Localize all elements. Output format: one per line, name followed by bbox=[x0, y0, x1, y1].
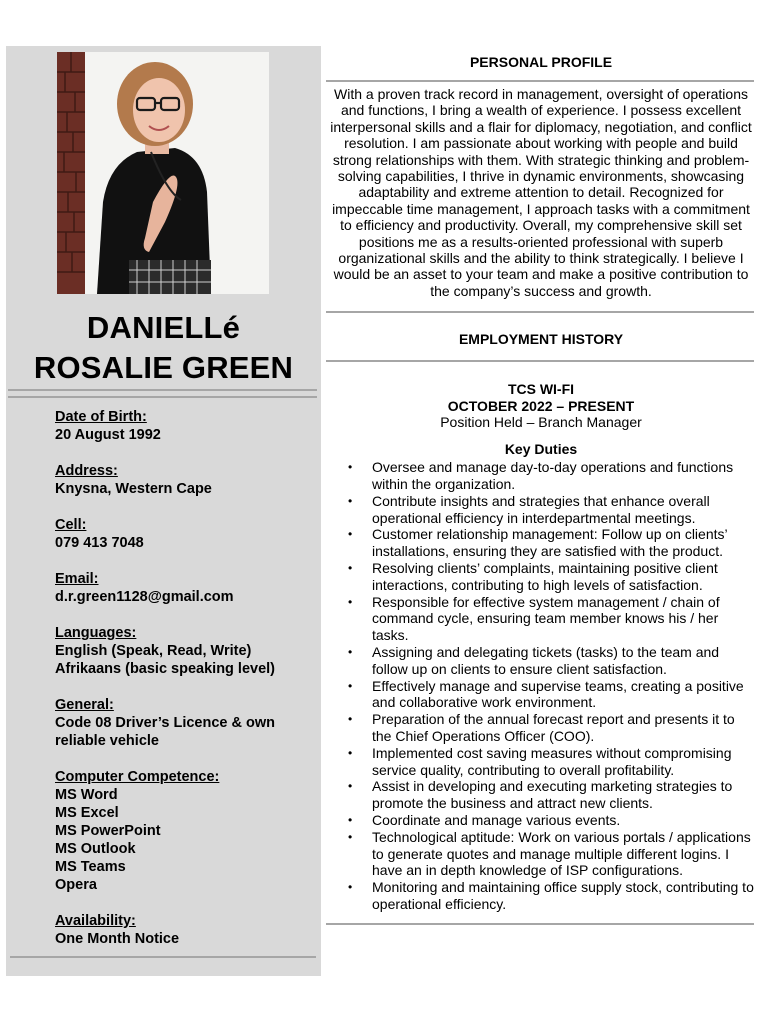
duty-item: • Oversee and manage day-to-day operations and functions within the organization. bbox=[326, 459, 756, 493]
job-company: TCS WI-FI bbox=[507, 381, 575, 398]
personal-details bbox=[55, 408, 315, 966]
field-computer-competence bbox=[55, 768, 315, 894]
field-label: General: bbox=[55, 697, 114, 713]
candidate-name bbox=[6, 308, 321, 388]
profile-photo bbox=[57, 52, 269, 294]
field-value: Code 08 Driver’s Licence & own reliable vehicle bbox=[55, 715, 275, 749]
field-value: 20 August 1992 bbox=[55, 427, 161, 443]
employment-heading: EMPLOYMENT HISTORY bbox=[458, 331, 624, 348]
field-availability bbox=[55, 912, 315, 948]
duty-item: • Implemented cost saving measures without compromising service quality, contributing to overall profitability. bbox=[326, 745, 756, 779]
field-value: MS PowerPoint bbox=[55, 823, 161, 839]
duty-item: • Customer relationship management: Follow up on clients’ installations, ensuring they are satisfied with the product. bbox=[326, 526, 756, 560]
profile-text: With a proven track record in management, oversight of operations and functions, I bring a wealth of experience. I possess excellent interpersonal skills and a flair for diplomacy, negotiation, and conflict resolution. I am passionate about working with people and build strong relationships with them. With strategic thinking and problem-solving capabilities, I thrive in dynamic environments, showcasing adaptability and extreme attention to detail. Recognized for impeccable time management, I approach tasks with a commitment to efficiency and productivity. Overall, my comprehensive skill set positions me as a results-oriented professional with superb organizational skills and the ability to think strategically. I believe I would be an asset to your team and make a positive contribution to the company’s success and growth. bbox=[330, 86, 752, 299]
field-value: Opera bbox=[55, 877, 97, 893]
field-label: Cell: bbox=[55, 517, 87, 533]
field-email bbox=[55, 570, 315, 606]
sidebar-bottom-rule bbox=[10, 956, 316, 958]
field-value: MS Excel bbox=[55, 805, 119, 821]
duty-item: • Assist in developing and executing marketing strategies to promote the business and attract new clients. bbox=[326, 778, 756, 812]
field-value: English (Speak, Read, Write) bbox=[55, 643, 252, 659]
job-position: Position Held – Branch Manager bbox=[440, 414, 642, 431]
employment-bottom-rule bbox=[326, 923, 754, 925]
field-value: Afrikaans (basic speaking level) bbox=[55, 661, 276, 677]
name-line-2: ROSALIE GREEN bbox=[33, 350, 294, 385]
field-value: MS Teams bbox=[55, 859, 126, 875]
field-address bbox=[55, 462, 315, 498]
field-value: MS Outlook bbox=[55, 841, 136, 857]
field-cell bbox=[55, 516, 315, 552]
duty-item: • Effectively manage and supervise teams, creating a positive and collaborative work environment. bbox=[326, 678, 756, 712]
field-label: Email: bbox=[55, 571, 99, 587]
main-column bbox=[326, 46, 756, 925]
duty-item: • Preparation of the annual forecast report and presents it to the Chief Operations Officer (COO). bbox=[326, 711, 756, 745]
field-value: MS Word bbox=[55, 787, 118, 803]
field-languages bbox=[55, 624, 315, 678]
field-label: Languages: bbox=[55, 625, 137, 641]
sidebar bbox=[6, 46, 321, 976]
duty-item: • Resolving clients’ complaints, maintaining positive client interactions, contributing to high levels of satisfaction. bbox=[326, 560, 756, 594]
name-divider-bottom bbox=[8, 396, 317, 398]
duty-item: • Responsible for effective system management / chain of command cycle, ensuring team member knows his / her tasks. bbox=[326, 594, 756, 644]
field-value: Knysna, Western Cape bbox=[55, 481, 212, 497]
field-value: d.r.green1128@gmail.com bbox=[55, 589, 234, 605]
field-label: Availability: bbox=[55, 913, 136, 929]
profile-heading-rule bbox=[326, 80, 754, 82]
field-label: Computer Competence: bbox=[55, 769, 220, 785]
field-general bbox=[55, 696, 315, 750]
duty-item: • Contribute insights and strategies that enhance overall operational efficiency in interdepartmental meetings. bbox=[326, 493, 756, 527]
field-label: Date of Birth: bbox=[55, 409, 147, 425]
duty-item: • Assigning and delegating tickets (tasks) to the team and follow up on clients to ensure client satisfaction. bbox=[326, 644, 756, 678]
field-value: 079 413 7048 bbox=[55, 535, 144, 551]
key-duties-heading: Key Duties bbox=[504, 440, 578, 457]
field-label: Address: bbox=[55, 463, 118, 479]
duties-list bbox=[326, 459, 756, 913]
profile-heading: PERSONAL PROFILE bbox=[469, 54, 613, 70]
duty-item: • Monitoring and maintaining office supply stock, contributing to operational efficiency. bbox=[326, 879, 756, 913]
duty-item: • Coordinate and manage various events. bbox=[326, 812, 756, 829]
name-divider-top bbox=[8, 389, 317, 391]
employment-heading-rule bbox=[326, 360, 754, 362]
name-line-1: DANIELLé bbox=[86, 310, 241, 345]
field-value: One Month Notice bbox=[55, 931, 180, 947]
profile-bottom-rule bbox=[326, 311, 754, 313]
field-date-of-birth bbox=[55, 408, 315, 444]
duty-item: • Technological aptitude: Work on various portals / applications to generate quotes and manage multiple different logins. I have an in depth knowledge of ISP configurations. bbox=[326, 829, 756, 879]
job-dates: OCTOBER 2022 – PRESENT bbox=[447, 397, 635, 414]
